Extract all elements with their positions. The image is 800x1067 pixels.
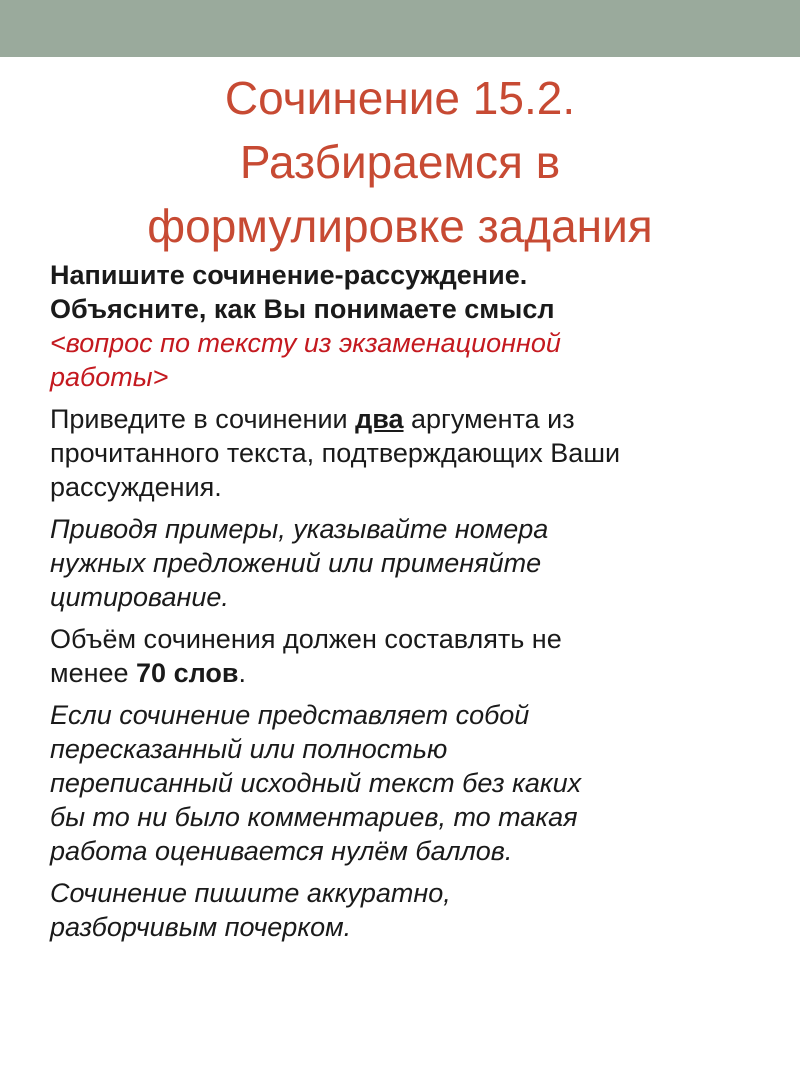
paragraph-task	[50, 258, 760, 394]
handwriting-line-2: разборчивым почерком.	[50, 912, 352, 942]
title-line-3: формулировке задания	[147, 200, 653, 252]
volume-word-count: 70 слов	[136, 658, 239, 688]
examples-line-2: нужных предложений или применяйте	[50, 548, 542, 578]
examples-line-3: цитирование.	[50, 582, 229, 612]
arguments-line-3: рассуждения.	[50, 472, 222, 502]
arguments-line-2: прочитанного текста, подтверждающих Ваши	[50, 438, 621, 468]
zero-score-line-1: Если сочинение представляет собой	[50, 700, 530, 730]
volume-post: .	[238, 658, 246, 688]
task-line-2: Объясните, как Вы понимаете смысл	[50, 294, 555, 324]
title-line-2: Разбираемся в	[239, 136, 561, 188]
examples-line-1: Приводя примеры, указывайте номера	[50, 514, 549, 544]
paragraph-zero-score	[50, 698, 760, 868]
slide-content	[50, 258, 760, 952]
volume-line-1: Объём сочинения должен составлять не	[50, 624, 562, 654]
arguments-post: аргумента из	[403, 404, 575, 434]
top-bar	[0, 0, 800, 57]
arguments-count: два	[355, 404, 404, 434]
arguments-pre: Приведите в сочинении	[50, 404, 356, 434]
zero-score-line-3: переписанный исходный текст без каких	[50, 768, 582, 798]
question-placeholder-line-2: работы>	[50, 362, 169, 392]
zero-score-line-4: бы то ни было комментариев, то такая	[50, 802, 578, 832]
slide-title	[0, 66, 800, 258]
paragraph-volume	[50, 622, 760, 690]
question-placeholder-line-1: <вопрос по тексту из экзаменационной	[50, 328, 561, 358]
zero-score-line-5: работа оценивается нулём баллов.	[50, 836, 513, 866]
title-line-1: Сочинение 15.2.	[224, 72, 576, 124]
paragraph-examples	[50, 512, 760, 614]
handwriting-line-1: Сочинение пишите аккуратно,	[50, 878, 451, 908]
task-line-1: Напишите сочинение-рассуждение.	[50, 260, 528, 290]
volume-pre: менее	[50, 658, 137, 688]
paragraph-arguments	[50, 402, 760, 504]
zero-score-line-2: пересказанный или полностью	[50, 734, 448, 764]
paragraph-handwriting	[50, 876, 760, 944]
